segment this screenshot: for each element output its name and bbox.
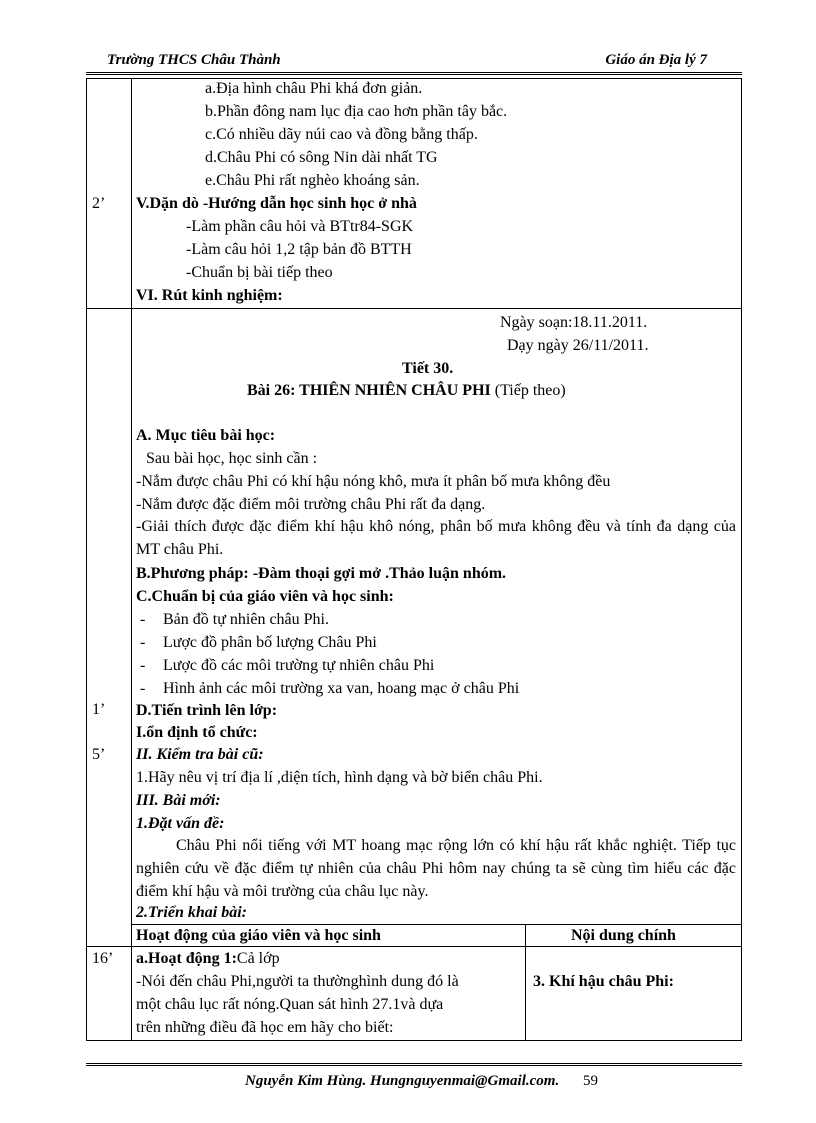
lesson-title-main: Bài 26: THIÊN NHIÊN CHÂU PHI (247, 382, 491, 399)
page-footer (245, 1073, 598, 1090)
class-order-title: I.ổn định tổ chức: (136, 724, 258, 741)
list-bullet: - (140, 611, 146, 628)
inner-table-top (131, 924, 741, 925)
footer-author: Nguyễn Kim Hùng. Hungnguyenmai@Gmail.com. (245, 1073, 560, 1089)
procedure-title: D.Tiến trình lên lớp: (136, 702, 278, 719)
time-label: 16’ (92, 950, 114, 967)
footer-rule (86, 1063, 742, 1066)
objectives-intro: Sau bài học, học sinh cần : (146, 450, 318, 467)
list-bullet: - (140, 680, 146, 697)
activity-title (136, 949, 280, 969)
lesson-title-suffix: (Tiếp theo) (494, 382, 566, 399)
row-divider (86, 308, 742, 309)
homework-item: -Làm phần câu hỏi và BTtr84-SGK (186, 218, 414, 235)
list-item: Lược đồ phân bố lượng Châu Phi (163, 634, 377, 651)
table-bottom-border (86, 1040, 742, 1041)
subject-name: Giáo án Địa lý 7 (605, 52, 707, 68)
prep-date: Ngày soạn:18.11.2011. (500, 314, 648, 331)
option-b: b.Phần đông nam lục địa cao hơn phần tây bắc. (205, 103, 508, 120)
inner-table-divider (525, 924, 526, 1040)
objective-item: -Nắm được đặc điểm môi trường châu Phi rất đa dạng. (136, 496, 486, 513)
option-d: d.Châu Phi có sông Nin dài nhất TG (205, 149, 438, 166)
objective-item: -Giải thích được đặc điểm khí hậu khô nóng, phân bố mưa không đều và tính đa dạng của MT châu Phi. (136, 518, 736, 558)
homework-item: -Chuẩn bị bài tiếp theo (186, 264, 333, 281)
objectives-title: A. Mục tiêu bài học: (136, 427, 276, 444)
inner-table-header-rule (86, 946, 742, 947)
activity-number: a.Hoạt động 1: (136, 950, 237, 967)
list-bullet: - (140, 657, 146, 674)
activity-line: trên những điều đã học em hãy cho biết: (136, 1019, 394, 1036)
list-item: Bản đồ tự nhiên châu Phi. (163, 611, 329, 628)
header-rule (86, 72, 742, 75)
problem-statement-text: Châu Phi nổi tiếng với MT hoang mạc rộng lớn có khí hậu rất khắc nghiệt. Tiếp tục nghiên cứu về đặc điểm tự nhiên của châu Phi hôm nay chúng ta sẽ cùng tìm hiểu các đặc điểm khí hậu và môi trường của châu lục này. (136, 837, 736, 900)
homework-item: -Làm câu hỏi 1,2 tập bản đồ BTTH (186, 241, 412, 258)
period-number: Tiết 30. (402, 360, 454, 377)
time-column-border (131, 78, 132, 1040)
preparation-title: C.Chuẩn bị của giáo viên và học sinh: (136, 588, 394, 605)
activity-mode: Cả lớp (236, 950, 280, 967)
problem-statement-title: 1.Đặt vấn đề: (136, 815, 225, 832)
lesson-title (247, 381, 566, 401)
page-header (107, 52, 707, 72)
page-number: 59 (582, 1073, 598, 1089)
list-bullet: - (140, 634, 146, 651)
list-item: Hình ảnh các môi trường xa van, hoang mạc ở châu Phi (163, 680, 520, 697)
activity-line: một châu lục rất nóng.Quan sát hình 27.1và dựa (136, 996, 444, 1013)
school-name: Trường THCS Châu Thành (107, 52, 281, 68)
time-label: 2’ (92, 195, 106, 212)
methods-line: B.Phương pháp: -Đàm thoại gợi mở .Thảo luận nhóm. (136, 565, 507, 582)
review-title: VI. Rút kinh nghiệm: (136, 287, 283, 304)
column-header-content: Nội dung chính (571, 927, 676, 944)
review-question: 1.Hãy nêu vị trí địa lí ,diện tích, hình dạng và bờ biển châu Phi. (136, 769, 543, 786)
time-label: 5’ (92, 746, 106, 763)
column-header-activities: Hoạt động của giáo viên và học sinh (136, 927, 381, 944)
review-check-title: II. Kiểm tra bài cũ: (136, 746, 264, 763)
teach-date: Dạy ngày 26/11/2011. (507, 337, 649, 354)
list-item: Lược đồ các môi trường tự nhiên châu Phi (163, 657, 435, 674)
option-c: c.Có nhiều dãy núi cao và đồng bằng thấp. (205, 126, 478, 143)
option-a: a.Địa hình châu Phi khá đơn giản. (205, 80, 423, 97)
table-left-border (86, 78, 87, 1040)
table-right-border (741, 78, 742, 1040)
content-heading: 3. Khí hậu châu Phi: (533, 973, 674, 990)
development-title: 2.Triển khai bài: (136, 904, 247, 921)
time-label: 1’ (92, 701, 106, 718)
objective-item: -Nắm được châu Phi có khí hậu nóng khô, mưa ít phân bố mưa không đều (136, 473, 611, 490)
activity-line: -Nói đến châu Phi,người ta thườnghình dung đó là (136, 973, 459, 990)
new-lesson-title: III. Bài mới: (136, 792, 221, 809)
option-e: e.Châu Phi rất nghèo khoáng sản. (205, 172, 420, 189)
homework-title: V.Dặn dò -Hướng dẫn học sinh học ở nhà (136, 195, 417, 212)
